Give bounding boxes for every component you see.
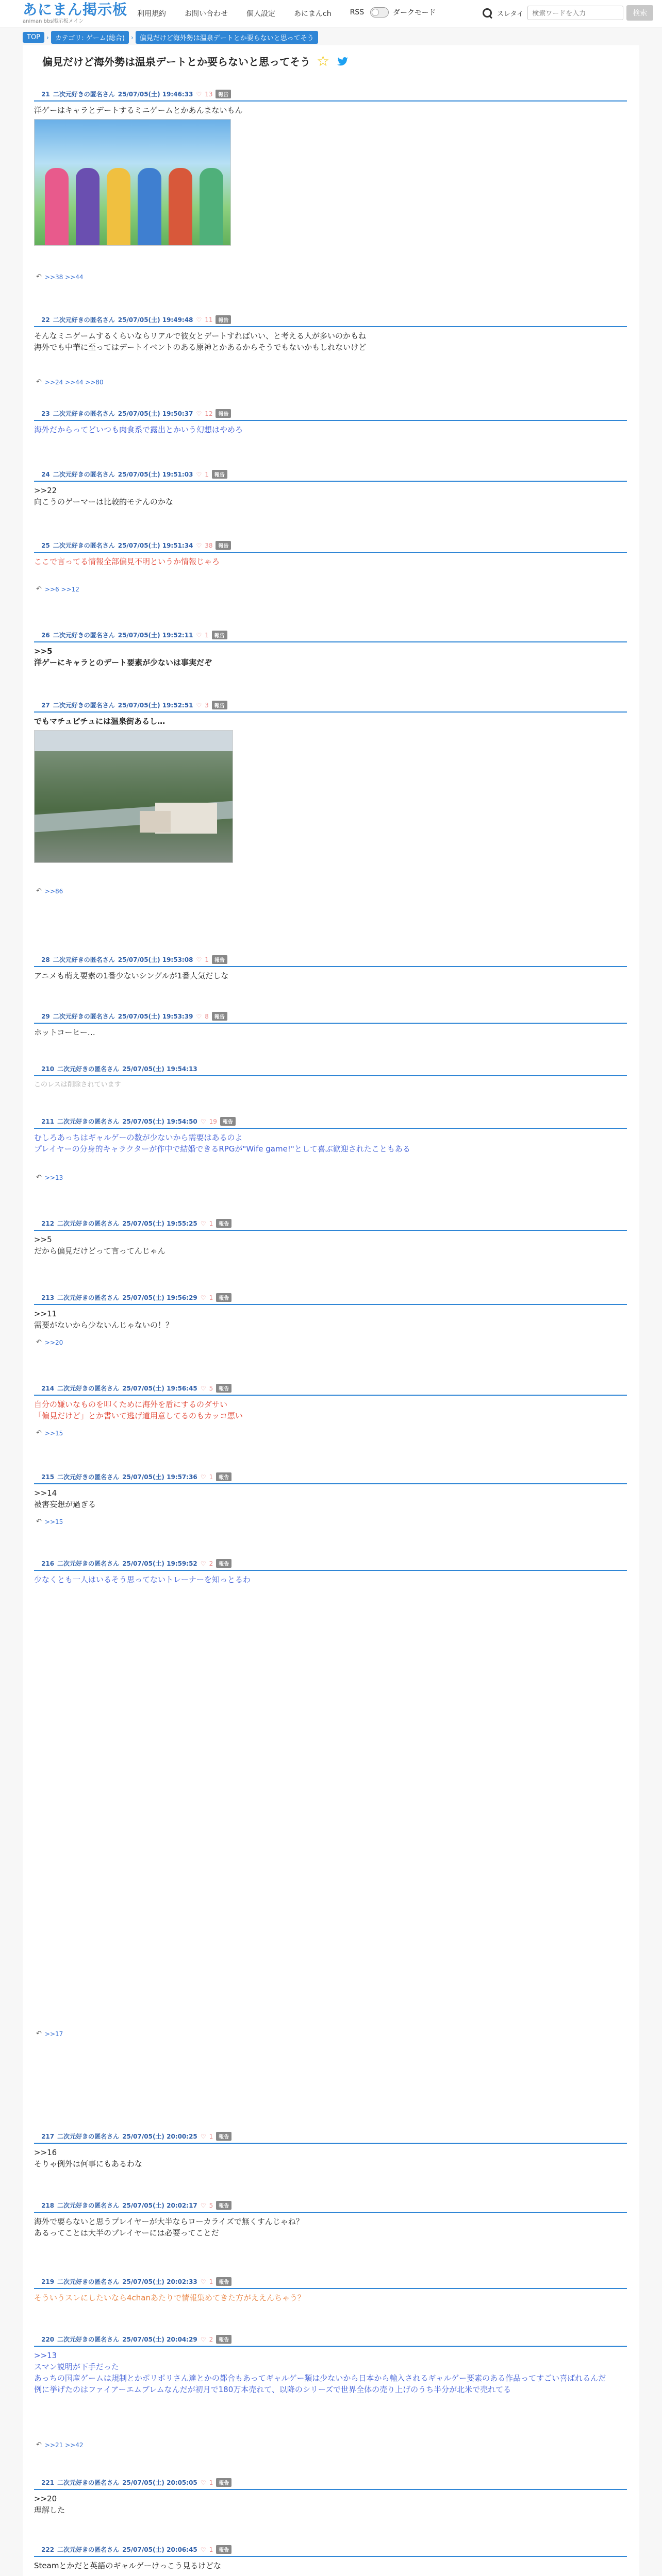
dark-mode-label: ダークモード <box>393 9 436 17</box>
like-icon[interactable]: ♡ <box>196 410 202 417</box>
report-button[interactable]: 報告 <box>212 955 227 964</box>
post-number[interactable]: 210 <box>41 1065 55 1073</box>
post-body: >>5 洋ゲーにキャラとのデート要素が少ないは事実だぞ <box>34 647 212 667</box>
reply-anchor[interactable]: >>86 <box>44 887 63 895</box>
post <box>34 2332 627 2449</box>
report-button[interactable]: 報告 <box>216 541 231 550</box>
post-body: でもマチュピチュには温泉街あるし… <box>34 717 166 726</box>
post-number[interactable]: 216 <box>41 1560 55 1567</box>
like-icon[interactable]: ♡ <box>200 1560 206 1567</box>
poster-name: 二次元好きの匿名さん <box>57 2278 120 2285</box>
post-number[interactable]: 22 <box>41 316 50 324</box>
like-count: 13 <box>205 90 213 98</box>
post-body: >>5 だから偏見だけどって言ってんじゃん <box>34 1235 166 1256</box>
post-header <box>34 1556 627 1571</box>
post-body: 少なくとも一人はいるそう思ってないトレーナーを知っとるわ <box>34 1575 251 1584</box>
like-count: 1 <box>209 2479 213 2486</box>
like-count: 1 <box>205 470 209 478</box>
post-header <box>34 2332 627 2347</box>
post-number[interactable]: 24 <box>41 470 50 478</box>
post-body: ここで言ってる情報全部偏見不明というか情報じゃろ <box>34 557 220 566</box>
post <box>34 1061 627 1091</box>
toggle-switch[interactable] <box>370 7 389 18</box>
search-button[interactable]: 検索 <box>626 5 653 21</box>
poster-name: 二次元好きの匿名さん <box>53 1013 115 1020</box>
post <box>34 628 627 668</box>
post-number[interactable]: 217 <box>41 2132 55 2140</box>
search-input[interactable] <box>527 6 623 20</box>
reply-anchor[interactable]: >>13 <box>44 1174 63 1181</box>
like-count: 1 <box>209 1294 213 1301</box>
post-body: 自分の嫌いなものを叩くために海外を盾にするのダサい 「偏見だけど」とか書いて逃げ道用意してるのもカッコ悪い <box>34 1400 243 1420</box>
post <box>34 87 627 281</box>
poster-name: 二次元好きの匿名さん <box>57 1385 120 1392</box>
poster-name: 二次元好きの匿名さん <box>57 1118 120 1125</box>
reply-anchor[interactable]: >>21 >>42 <box>44 2441 84 2449</box>
post <box>34 1216 627 1257</box>
report-button[interactable]: 報告 <box>216 1472 231 1481</box>
like-icon[interactable]: ♡ <box>200 2201 206 2209</box>
report-button[interactable]: 報告 <box>216 2335 231 2344</box>
breadcrumb <box>23 31 318 44</box>
post-date: 25/07/05(土) 19:49:48 <box>118 316 193 324</box>
reply-links <box>36 585 79 593</box>
poster-name: 二次元好きの匿名さん <box>57 1220 120 1227</box>
like-icon[interactable]: ♡ <box>200 1219 206 1227</box>
like-count: 1 <box>209 1219 213 1227</box>
reply-links <box>36 1174 63 1181</box>
like-icon[interactable]: ♡ <box>200 2335 206 2343</box>
report-button[interactable]: 報告 <box>216 315 231 324</box>
post-date: 25/07/05(土) 19:53:39 <box>118 1013 193 1020</box>
post-image[interactable] <box>34 730 233 863</box>
post-number[interactable]: 28 <box>41 956 50 963</box>
like-count: 19 <box>209 1117 217 1125</box>
like-count: 38 <box>205 541 213 549</box>
like-count: 1 <box>209 2546 213 2553</box>
post-header <box>34 87 627 101</box>
breadcrumb-category[interactable]: カテゴリ: ゲーム(総合) <box>51 31 129 44</box>
post-date: 25/07/05(土) 19:56:29 <box>122 1294 197 1301</box>
post-image[interactable] <box>34 119 231 246</box>
post-header <box>34 467 627 482</box>
report-button[interactable]: 報告 <box>216 2545 231 2554</box>
like-count: 3 <box>205 701 209 709</box>
post <box>34 538 627 593</box>
post-number[interactable]: 220 <box>41 2335 55 2343</box>
like-icon[interactable]: ♡ <box>200 2546 206 2553</box>
post-header <box>34 406 627 421</box>
post <box>34 952 627 981</box>
reply-anchor[interactable]: >>24 >>44 >>80 <box>44 378 104 386</box>
reply-links <box>36 378 104 386</box>
search-bar <box>482 5 653 21</box>
reply-icon: ↶ <box>36 1518 42 1526</box>
like-icon[interactable]: ♡ <box>196 316 202 324</box>
thread-container <box>23 45 639 2576</box>
report-button[interactable]: 報告 <box>216 1384 231 1393</box>
report-button[interactable]: 報告 <box>216 1559 231 1568</box>
report-button[interactable]: 報告 <box>212 701 227 709</box>
like-count: 1 <box>209 2278 213 2285</box>
star-icon[interactable]: ☆ <box>317 52 330 70</box>
report-button[interactable]: 報告 <box>216 2132 231 2141</box>
post-number[interactable]: 215 <box>41 1473 55 1481</box>
like-count: 8 <box>205 1012 209 1020</box>
post-header <box>34 1216 627 1231</box>
reply-anchor[interactable]: >>6 >>12 <box>44 585 79 593</box>
like-icon[interactable]: ♡ <box>196 1012 202 1020</box>
poster-name: 二次元好きの匿名さん <box>57 1473 120 1481</box>
reply-anchor[interactable]: >>15 <box>44 1518 63 1526</box>
post-header <box>34 1290 627 1305</box>
post-header <box>34 952 627 967</box>
post-header <box>34 2274 627 2289</box>
post-number[interactable]: 21 <box>41 90 50 98</box>
post-date: 25/07/05(土) 20:02:17 <box>122 2202 197 2209</box>
search-icon <box>482 7 493 19</box>
post-date: 25/07/05(土) 19:46:33 <box>118 91 193 98</box>
post-number[interactable]: 212 <box>41 1219 55 1227</box>
report-button[interactable]: 報告 <box>216 1219 231 1228</box>
reply-icon: ↶ <box>36 378 42 386</box>
post-number[interactable]: 214 <box>41 1384 55 1392</box>
reply-links <box>36 1429 63 1437</box>
like-count: 1 <box>205 956 209 963</box>
breadcrumb-thread[interactable]: 偏見だけど海外勢は温泉デートとか要らないと思ってそう <box>136 31 318 44</box>
poster-name: 二次元好きの匿名さん <box>53 702 115 709</box>
deleted-notice: このレスは削除されています <box>34 1081 121 1089</box>
post <box>34 467 627 507</box>
post-body: ホットコーヒー… <box>34 1028 95 1037</box>
post-header <box>34 698 627 713</box>
post-date: 25/07/05(土) 19:51:34 <box>118 542 193 549</box>
poster-name: 二次元好きの匿名さん <box>57 2336 120 2343</box>
post-body: むしろあっちはギャルゲーの数が少ないから需要はあるのよ プレイヤーの分身的キャラクターが作中で結婚できるRPGが"Wife game!"として喜ぶ歓迎されたこともある <box>34 1133 410 1154</box>
reply-links <box>36 887 63 895</box>
reply-icon: ↶ <box>36 1174 42 1181</box>
post <box>34 1556 627 2038</box>
like-icon[interactable]: ♡ <box>196 470 202 478</box>
like-icon[interactable]: ♡ <box>196 631 202 639</box>
post <box>34 1469 627 1526</box>
like-count: 2 <box>209 1560 213 1567</box>
post-number[interactable]: 25 <box>41 541 50 549</box>
post-body: 海外だからってどいつも肉食系で露出とかいう幻想はやめろ <box>34 425 243 434</box>
reply-icon: ↶ <box>36 2030 42 2038</box>
post-body: >>13 スマン説明が下手だった あっちの国産ゲームは規制とかポリポリさん達とかの都合もあってギャルゲー類は少ないから日本から輸入されるギャルゲー要素のある作品ってすごい喜ばれるんだ 例に挙げたのはファイアーエムブレムなんだが初月で180万本売れて、以降のシリーズで世界全体の売り上げのうち半分が北米で売れてる <box>34 2351 606 2394</box>
like-icon[interactable]: ♡ <box>200 2278 206 2285</box>
post <box>34 2198 627 2239</box>
post-header <box>34 312 627 327</box>
reply-links <box>36 2030 63 2038</box>
poster-name: 二次元好きの匿名さん <box>53 91 115 98</box>
post <box>34 2475 627 2516</box>
like-count: 1 <box>209 2132 213 2140</box>
post-date: 25/07/05(土) 20:02:33 <box>122 2278 197 2285</box>
post-date: 25/07/05(土) 19:51:03 <box>118 471 193 478</box>
reply-icon: ↶ <box>36 1338 42 1346</box>
post-date: 25/07/05(土) 20:06:45 <box>122 2546 197 2553</box>
post-number[interactable]: 27 <box>41 701 50 709</box>
logo-text[interactable]: あにまん掲示板 <box>23 1 128 18</box>
post-number[interactable]: 211 <box>41 1117 55 1125</box>
post-header <box>34 1009 627 1024</box>
post-date: 25/07/05(土) 19:52:51 <box>118 702 193 709</box>
report-button[interactable]: 報告 <box>212 1012 227 1021</box>
post <box>34 2129 627 2170</box>
reply-icon: ↶ <box>36 2441 42 2449</box>
report-button[interactable]: 報告 <box>220 1117 236 1126</box>
reply-icon: ↶ <box>36 1429 42 1437</box>
post-date: 25/07/05(土) 19:54:50 <box>122 1118 197 1125</box>
like-icon[interactable]: ♡ <box>196 956 202 963</box>
poster-name: 二次元好きの匿名さん <box>57 2133 120 2140</box>
reply-links <box>36 273 83 281</box>
poster-name: 二次元好きの匿名さん <box>57 1560 120 1567</box>
post-header <box>34 1381 627 1396</box>
reply-anchor[interactable]: >>17 <box>44 2030 63 2038</box>
report-button[interactable]: 報告 <box>216 90 231 98</box>
report-button[interactable]: 報告 <box>216 2478 231 2487</box>
like-count: 5 <box>209 2201 213 2209</box>
chevron-right-icon: › <box>130 33 134 41</box>
like-count: 2 <box>209 2335 213 2343</box>
report-button[interactable]: 報告 <box>212 631 227 639</box>
like-icon[interactable]: ♡ <box>196 701 202 709</box>
nav-terms[interactable]: 利用規約 <box>137 10 166 18</box>
post-header <box>34 538 627 553</box>
post <box>34 1114 627 1181</box>
nav-animanch[interactable]: あにまんch <box>294 10 332 18</box>
post <box>34 406 627 435</box>
nav-settings[interactable]: 個人設定 <box>246 10 275 18</box>
post-date: 25/07/05(土) 20:05:05 <box>122 2479 197 2486</box>
post-header <box>34 2542 627 2557</box>
post-body: >>22 向こうのゲーマーは比較的モテんのかな <box>34 486 174 506</box>
reply-links <box>36 2441 83 2449</box>
post-date: 25/07/05(土) 19:52:11 <box>118 632 193 639</box>
logo-subtext: animan bbs掲示板メイン <box>23 19 84 24</box>
thread-title: 偏見だけど海外勢は温泉デートとか要らないと思ってそう <box>42 56 310 68</box>
post <box>34 1381 627 1437</box>
post-number[interactable]: 222 <box>41 2546 55 2553</box>
poster-name: 二次元好きの匿名さん <box>57 2479 120 2486</box>
reply-links <box>36 1338 63 1346</box>
post <box>34 2542 627 2571</box>
post-header <box>34 2475 627 2490</box>
post-body: >>20 理解した <box>34 2494 65 2515</box>
post-body: Steamとかだと英語のギャルゲーけっこう見るけどな <box>34 2561 222 2570</box>
twitter-icon[interactable] <box>336 55 350 67</box>
post-body: 洋ゲーはキャラとデートするミニゲームとかあんまないもん <box>34 106 243 115</box>
search-scope-select[interactable]: スレタイ <box>497 10 524 18</box>
post-number[interactable]: 29 <box>41 1012 50 1020</box>
like-count: 11 <box>205 316 213 324</box>
post <box>34 698 627 895</box>
like-icon[interactable]: ♡ <box>200 1384 206 1392</box>
like-icon[interactable]: ♡ <box>200 1294 206 1301</box>
report-button[interactable]: 報告 <box>216 409 231 418</box>
like-count: 1 <box>209 1473 213 1481</box>
post-date: 25/07/05(土) 19:55:25 <box>122 1220 197 1227</box>
like-icon[interactable]: ♡ <box>200 1473 206 1481</box>
like-icon[interactable]: ♡ <box>196 541 202 549</box>
post-date: 25/07/05(土) 19:53:08 <box>118 956 193 963</box>
poster-name: 二次元好きの匿名さん <box>53 410 115 417</box>
report-button[interactable]: 報告 <box>212 470 227 479</box>
report-button[interactable]: 報告 <box>216 2201 231 2210</box>
post-date: 25/07/05(土) 19:50:37 <box>118 410 193 417</box>
like-count: 12 <box>205 410 213 417</box>
poster-name: 二次元好きの匿名さん <box>57 2546 120 2553</box>
thread-header <box>42 54 350 69</box>
reply-anchor[interactable]: >>15 <box>44 1429 63 1437</box>
post-number[interactable]: 26 <box>41 631 50 639</box>
post-body: そういうスレにしたいなら4chanあたりで情報集めてきた方がええんちゃう？ <box>34 2293 305 2302</box>
post <box>34 1009 627 1038</box>
nav-rss[interactable]: RSS <box>350 8 365 16</box>
post-header <box>34 1114 627 1129</box>
poster-name: 二次元好きの匿名さん <box>53 542 115 549</box>
reply-anchor[interactable]: >>38 >>44 <box>44 273 84 281</box>
post-body: そんなミニゲームするくらいならリアルで彼女とデートすればいい、と考える人が多いのかもね 海外でも中華に至ってはデートイベントのある原神とかあるからそうでもないかもしれないけど <box>34 331 367 352</box>
post-date: 25/07/05(土) 19:57:36 <box>122 1473 197 1481</box>
post-number[interactable]: 218 <box>41 2201 55 2209</box>
like-count: 1 <box>205 631 209 639</box>
like-icon[interactable]: ♡ <box>196 90 202 98</box>
poster-name: 二次元好きの匿名さん <box>53 471 115 478</box>
poster-name: 二次元好きの匿名さん <box>53 632 115 639</box>
like-icon[interactable]: ♡ <box>200 2132 206 2140</box>
reply-icon: ↶ <box>36 585 42 593</box>
post-date: 25/07/05(土) 19:59:52 <box>122 1560 197 1567</box>
post <box>34 1290 627 1346</box>
post-header <box>34 628 627 642</box>
report-button[interactable]: 報告 <box>216 1293 231 1302</box>
post-number[interactable]: 23 <box>41 410 50 417</box>
post-date: 25/07/05(土) 19:56:45 <box>122 1385 197 1392</box>
post-number[interactable]: 219 <box>41 2278 55 2285</box>
like-icon[interactable]: ♡ <box>200 1117 206 1125</box>
post-body: >>14 被害妄想が過ぎる <box>34 1488 96 1509</box>
post-date: 25/07/05(土) 19:54:13 <box>122 1065 197 1073</box>
poster-name: 二次元好きの匿名さん <box>57 1294 120 1301</box>
site-logo[interactable] <box>23 2 127 24</box>
reply-links <box>36 1518 63 1526</box>
top-nav <box>137 8 364 19</box>
post-date: 25/07/05(土) 20:04:29 <box>122 2336 197 2343</box>
post-header <box>34 2198 627 2213</box>
nav-contact[interactable]: お問い合わせ <box>185 10 228 18</box>
report-button[interactable]: 報告 <box>216 2277 231 2286</box>
reply-anchor[interactable]: >>20 <box>44 1338 63 1346</box>
post-number[interactable]: 213 <box>41 1294 55 1301</box>
post <box>34 312 627 386</box>
poster-name: 二次元好きの匿名さん <box>53 956 115 963</box>
post-header <box>34 2129 627 2144</box>
site-header <box>0 0 662 27</box>
post-body: >>16 そりゃ例外は何事にもあるわな <box>34 2148 143 2168</box>
post-body: 海外で要らないと思うプレイヤーが大半ならローカライズで無くすんじゃね？ あるってことは大半のプレイヤーには必要ってことだ <box>34 2217 304 2238</box>
post-body: アニメも萌え要素の1番少ないシングルが1番人気だしな <box>34 971 229 980</box>
poster-name: 二次元好きの匿名さん <box>57 2202 120 2209</box>
poster-name: 二次元好きの匿名さん <box>53 316 115 324</box>
reply-icon: ↶ <box>36 273 42 281</box>
post-number[interactable]: 221 <box>41 2479 55 2486</box>
poster-name: 二次元好きの匿名さん <box>57 1065 120 1073</box>
dark-mode-toggle[interactable] <box>370 7 436 18</box>
like-icon[interactable]: ♡ <box>200 2479 206 2486</box>
post-body: >>11 需要がないから少ないんじゃないの！？ <box>34 1309 174 1330</box>
post-header <box>34 1061 627 1076</box>
breadcrumb-top[interactable]: TOP <box>23 32 44 43</box>
reply-icon: ↶ <box>36 887 42 895</box>
post-header <box>34 1469 627 1484</box>
post-date: 25/07/05(土) 20:00:25 <box>122 2133 197 2140</box>
post <box>34 2274 627 2303</box>
like-count: 5 <box>209 1384 213 1392</box>
chevron-right-icon: › <box>46 33 49 41</box>
